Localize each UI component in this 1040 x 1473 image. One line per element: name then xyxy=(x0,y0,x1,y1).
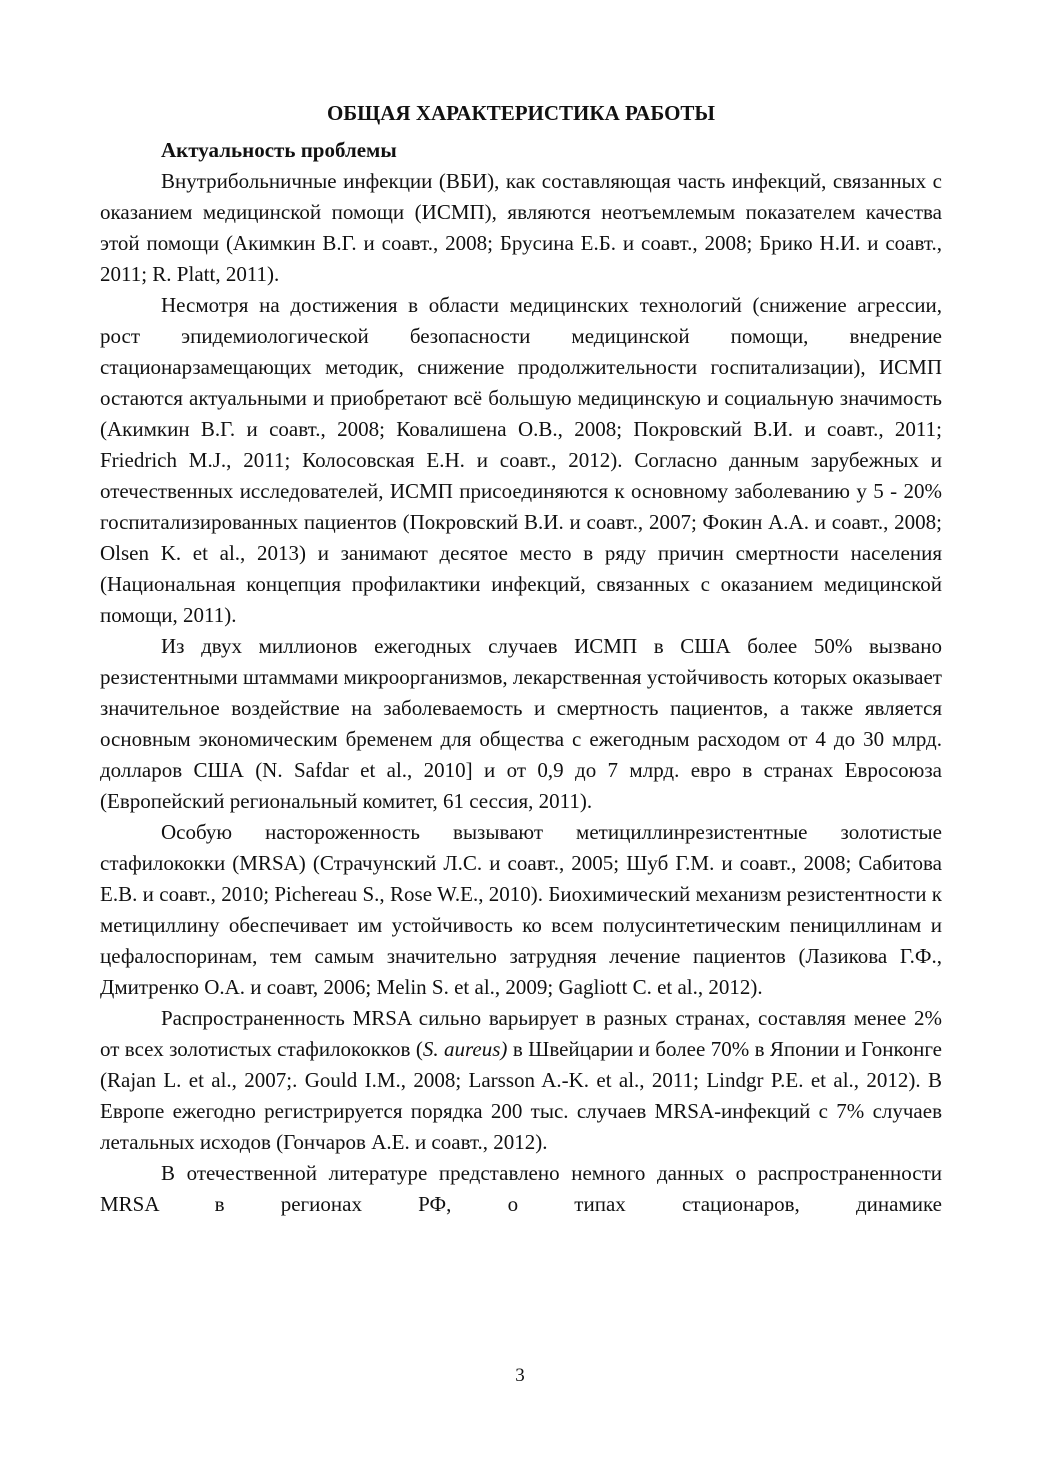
paragraph-2: Несмотря на достижения в области медицинских технологий (снижение агрессии, рост эпидемиологической безопасности медицинской помощи, внедрение стационарзамещающих методик, снижение продолжительности госпитализации), ИСМП остаются актуальными и приобретают всё большую медицинскую и социальную значимость (Акимкин В.Г. и соавт., 2008; Ковалишена О.В., 2008; Покровский В.И. и соавт., 2011; Friedrich M.J., 2011; Колосовская Е.Н. и соавт., 2012). Согласно данным зарубежных и отечественных исследователей, ИСМП присоединяются к основному заболеванию у 5 - 20% госпитализированных пациентов (Покровский В.И. и соавт., 2007; Фокин А.А. и соавт., 2008; Olsen K. et al., 2013) и занимают десятое место в ряду причин смертности населения (Национальная концепция профилактики инфекций, связанных с оказанием медицинской помощи, 2011). xyxy=(100,293,942,627)
document-page xyxy=(100,98,942,1220)
paragraph-6: В отечественной литературе представлено немного данных о распространенности MRSA в регионах РФ, о типах стационаров, динамике xyxy=(100,1161,942,1216)
paragraph-5 xyxy=(100,1003,942,1158)
paragraph-1: Внутрибольничные инфекции (ВБИ), как составляющая часть инфекций, связанных с оказанием медицинской помощи (ИСМП), являются неотъемлемым показателем качества этой помощи (Акимкин В.Г. и соавт., 2008; Брусина Е.Б. и соавт., 2008; Брико Н.И. и соавт., 2011; R. Platt, 2011). xyxy=(100,169,942,286)
paragraph-4: Особую настороженность вызывают метициллинрезистентные золотистые стафилококки (MRSA) (Страчунский Л.С. и соавт., 2005; Шуб Г.М. и соавт., 2008; Сабитова Е.В. и соавт., 2010; Pichereau S., Rose W.E., 2010). Биохимический механизм резистентности к метициллину обеспечивает им устойчивость ко всем полусинтетическим пенициллинам и цефалоспоринам, тем самым значительно затрудняя лечение пациентов (Лазикова Г.Ф., Дмитренко О.А. и соавт, 2006; Melin S. et al., 2009; Gagliott C. et al., 2012). xyxy=(100,820,942,999)
section-heading: Актуальность проблемы xyxy=(161,138,397,162)
document-title: ОБЩАЯ ХАРАКТЕРИСТИКА РАБОТЫ xyxy=(326,101,716,125)
paragraph-5-species-name: S. aureus) xyxy=(422,1037,508,1061)
paragraph-5-text-start: Распространенность MRSA сильно варьирует в разных странах, составляя менее 2% от всех золотистых стафилококков ( xyxy=(100,1006,942,1061)
paragraph-3: Из двух миллионов ежегодных случаев ИСМП в США более 50% вызвано резистентными штаммами микроорганизмов, лекарственная устойчивость которых оказывает значительное воздействие на заболеваемость и смертность пациентов, а также является основным экономическим бременем для общества с ежегодным расходом от 4 до 30 млрд. долларов США (N. Safdar et al., 2010] и от 0,9 до 7 млрд. евро в странах Евросоюза (Европейский региональный комитет, 61 сессия, 2011). xyxy=(100,634,942,813)
paragraph-5-text-end: в Швейцарии и более 70% в Японии и Гонконге (Rajan L. et al., 2007;. Gould I.M., 2008; Larsson A.-K. et al., 2011; Lindgr P.E. et al., 2012). В Европе ежегодно регистрируется порядка 200 тыс. случаев MRSA-инфекций с 7% случаев летальных исходов (Гончаров А.Е. и соавт., 2012). xyxy=(100,1037,942,1154)
page-number: 3 xyxy=(515,1365,525,1386)
